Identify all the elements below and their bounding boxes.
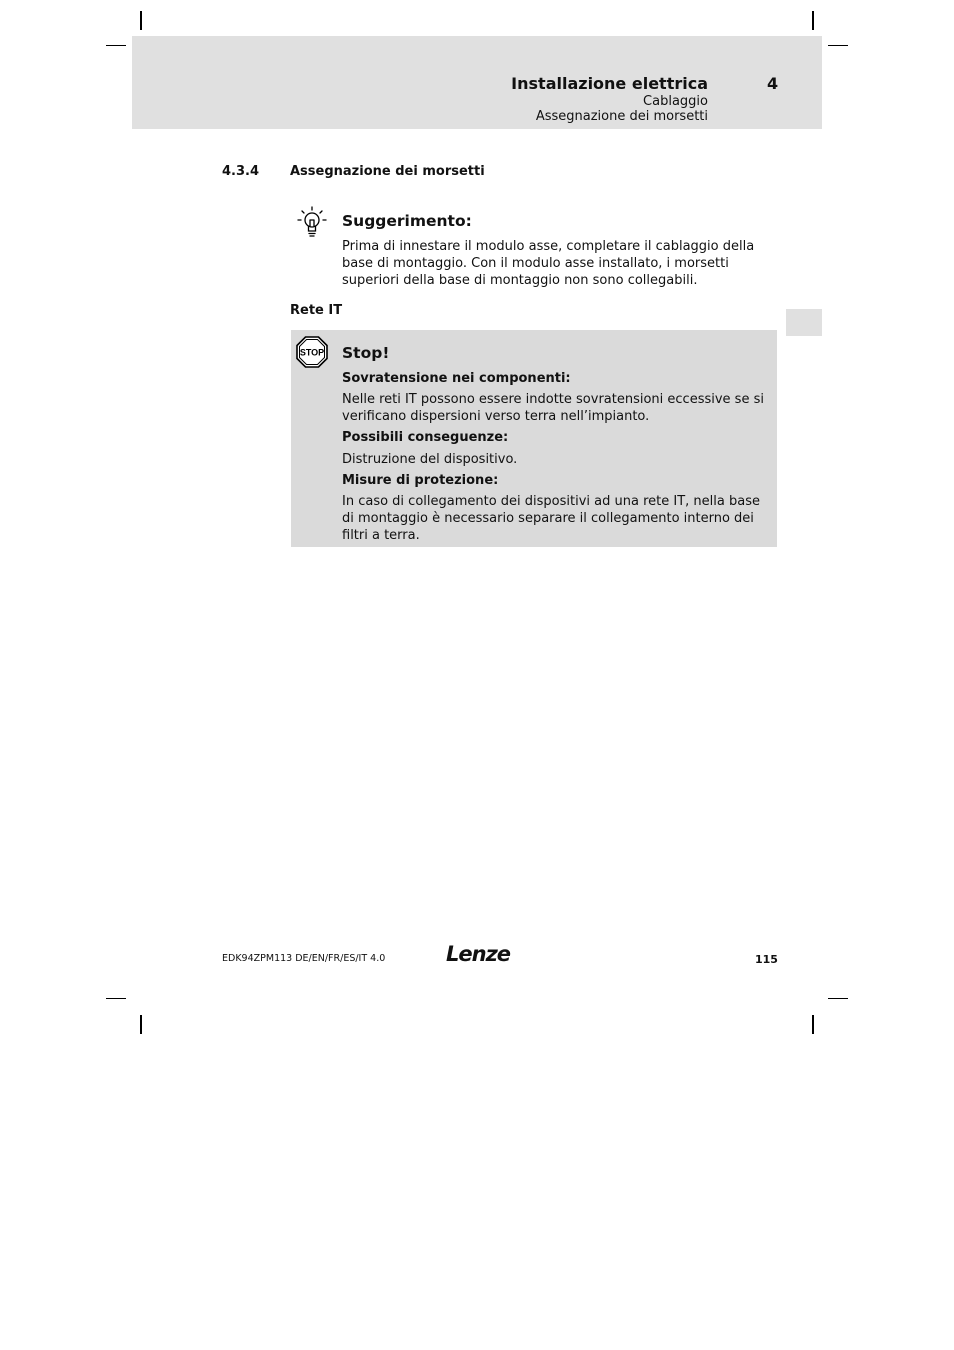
crop-mark bbox=[812, 1015, 814, 1034]
stop-text-overvoltage: Nelle reti IT possono essere indotte sovratensioni eccessive se si verificano dispersioni verso terra nell’impianto. bbox=[342, 392, 764, 424]
hint-title: Suggerimento: bbox=[342, 212, 472, 230]
side-tab-marker bbox=[786, 309, 822, 336]
chapter-number: 4 bbox=[767, 74, 779, 93]
stop-heading-consequences: Possibili conseguenze: bbox=[342, 430, 509, 445]
header-title: Installazione elettrica bbox=[511, 74, 708, 93]
stop-title: Stop! bbox=[342, 344, 390, 362]
crop-mark bbox=[106, 998, 126, 999]
header-subtitle: Cablaggio bbox=[643, 94, 708, 109]
rete-it-label: Rete IT bbox=[290, 303, 343, 318]
crop-mark bbox=[140, 11, 142, 30]
stop-text-protection: In caso di collegamento dei dispositivi ad una rete IT, nella base di montaggio è necessario separare il collegamento interno dei filtri a terra. bbox=[342, 494, 760, 543]
crop-mark bbox=[828, 998, 848, 999]
crop-mark bbox=[812, 11, 814, 30]
stop-sign-icon bbox=[296, 336, 328, 368]
header-subtitle: Assegnazione dei morsetti bbox=[535, 109, 708, 124]
section-number: 4.3.4 bbox=[222, 164, 260, 179]
footer-document-id: EDK94ZPM113 DE/EN/FR/ES/IT 4.0 bbox=[222, 953, 386, 964]
hint-text: Prima di innestare il modulo asse, completare il cablaggio della base di montaggio. Con il modulo asse installato, i morsetti superiori della base di montaggio non sono collegabili. bbox=[342, 239, 755, 288]
lenze-logo: Lenze bbox=[446, 942, 511, 966]
lightbulb-icon bbox=[295, 205, 329, 239]
stop-heading-overvoltage: Sovratensione nei componenti: bbox=[342, 371, 571, 386]
crop-mark bbox=[106, 45, 126, 46]
page-number: 115 bbox=[755, 953, 778, 966]
stop-text-consequences: Distruzione del dispositivo. bbox=[342, 452, 518, 467]
stop-sign-text: STOP bbox=[299, 347, 325, 358]
stop-heading-protection: Misure di protezione: bbox=[342, 473, 499, 488]
crop-mark bbox=[828, 45, 848, 46]
section-title: Assegnazione dei morsetti bbox=[290, 164, 485, 179]
crop-mark bbox=[140, 1015, 142, 1034]
header-band bbox=[132, 36, 822, 129]
